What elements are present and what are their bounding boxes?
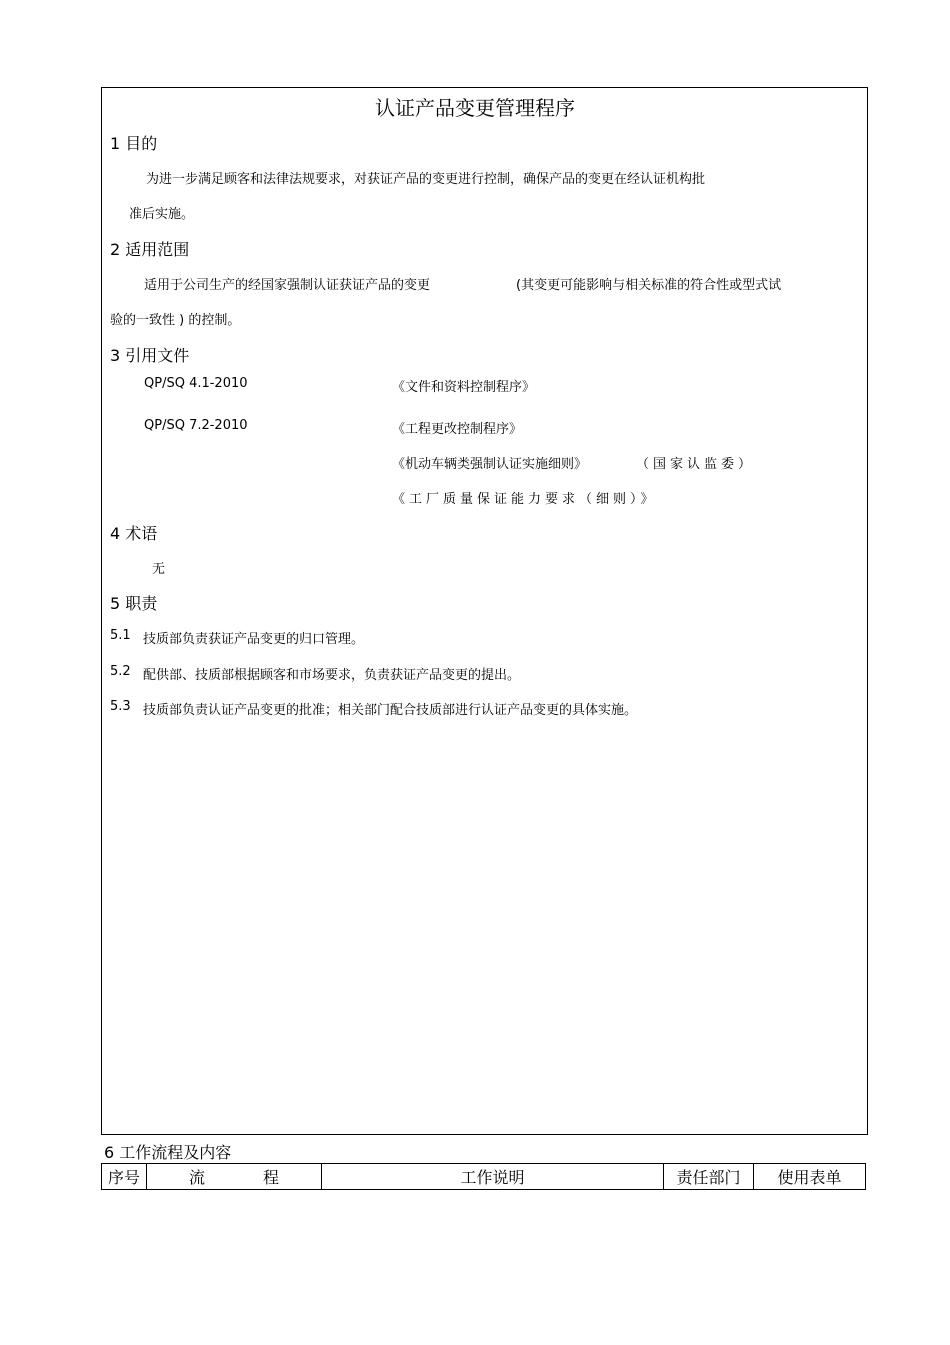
- column-header-flow-part2: 程: [262, 1168, 279, 1187]
- column-header-department: 责任部门: [664, 1164, 754, 1189]
- column-header-seq: 序号: [102, 1164, 147, 1189]
- scope-text-line2: 验的一致性 ) 的控制。: [110, 313, 241, 328]
- responsibility-number: 5.2: [110, 664, 131, 679]
- document-title: 认证产品变更管理程序: [375, 96, 575, 120]
- purpose-text-line1: 为进一步满足顾客和法律法规要求，对获证产品的变更进行控制，确保产品的变更在经认证机构批: [146, 172, 706, 187]
- responsibility-text: 技质部负责获证产品变更的归口管理。: [143, 632, 365, 647]
- section-purpose-heading: 1 目的: [110, 134, 158, 153]
- responsibility-number: 5.3: [110, 699, 131, 714]
- reference-name: 《文件和资料控制程序》: [392, 380, 536, 395]
- purpose-text-line2: 准后实施。: [129, 207, 195, 222]
- reference-note: （国家认监委）: [636, 457, 756, 472]
- reference-code: QP/SQ 4.1-2010: [144, 376, 248, 391]
- section-responsibilities-heading: 5 职责: [110, 594, 158, 613]
- column-header-flow-part1: 流: [189, 1168, 206, 1187]
- scope-text-line1a: 适用于公司生产的经国家强制认证获证产品的变更: [144, 278, 431, 293]
- responsibility-number: 5.1: [110, 628, 131, 643]
- reference-name: 《工厂质量保证能力要求（细则）》: [392, 492, 658, 507]
- reference-code: QP/SQ 7.2-2010: [144, 418, 248, 433]
- section-scope-heading: 2 适用范围: [110, 240, 190, 259]
- reference-name: 《机动车辆类强制认证实施细则》: [392, 457, 588, 472]
- workflow-table-header: [101, 1163, 866, 1190]
- section-terms-heading: 4 术语: [110, 524, 158, 543]
- scope-text-line1b: (其变更可能影响与相关标准的符合性或型式试: [516, 278, 782, 293]
- responsibility-text: 技质部负责认证产品变更的批准；相关部门配合技质部进行认证产品变更的具体实施。: [143, 703, 638, 718]
- column-header-flow: [147, 1164, 322, 1189]
- terms-content: 无: [152, 562, 166, 577]
- section-references-heading: 3 引用文件: [110, 346, 190, 365]
- column-header-description: 工作说明: [322, 1164, 664, 1189]
- document-frame: [101, 87, 868, 1135]
- responsibility-text: 配供部、技质部根据顾客和市场要求，负责获证产品变更的提出。: [143, 668, 521, 683]
- section-workflow-heading: 6 工作流程及内容: [104, 1143, 232, 1162]
- column-header-form: 使用表单: [777, 1168, 842, 1187]
- reference-name: 《工程更改控制程序》: [392, 422, 523, 437]
